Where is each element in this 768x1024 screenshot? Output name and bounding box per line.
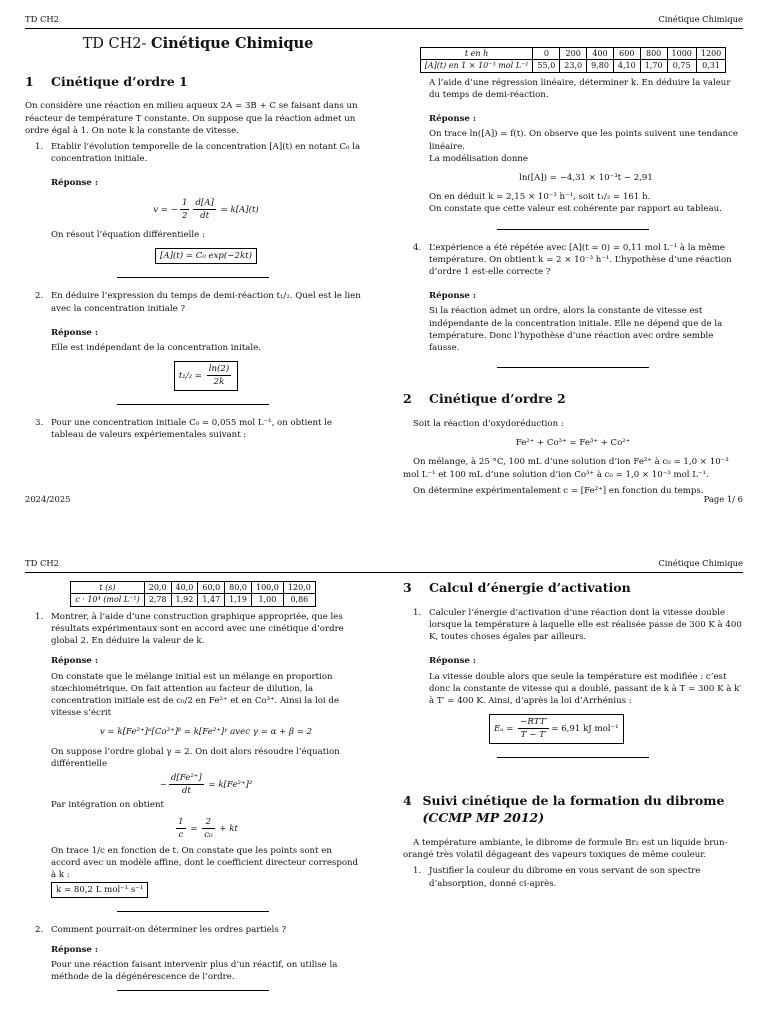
data-table [70,581,316,607]
answer-block: Réponse : v = − $\frac{1}{2}$ $\frac{d[A]}{dt}$ = k[A](t) On résout l’équation différentielle : [A](t) = C₀ exp(−2kt) [25,177,361,264]
separator-rule [117,911,269,912]
answer-block: Réponse : Si la réaction admet un ordre, alors la constante de vitesse est indépendante de la concentration initiale. Elle ne dépend que de la température. Donc l’hypothèse d’une réaction avec ordre semble fausse. [429,291,723,353]
question: 4. L’expérience a été répétée avec [A](t = 0) = 0,11 mol L⁻¹ à la même température. On obtient k = 2 × 10⁻³ h⁻¹. L’hypothèse d’une réaction d’ordre 1 est-elle correcte ? [413,242,732,277]
equation: v = − $\frac{1}{2}$ $\frac{d[A]}{dt}$ = k[A](t) [153,197,259,221]
separator-rule [117,404,269,405]
question: 3. Pour une concentration initiale C₀ = 0,055 mol L⁻¹, on obtient le tableau de valeurs expériementales suivant : [35,417,333,440]
question: 2. En déduire l’expression du temps de demi-réaction t₁/₂. Quel est le lien avec la concentration initiale ? [35,291,361,314]
document-title: TD CH2- Cinétique Chimique [82,35,314,52]
data-table [420,47,727,73]
equation: v = k[Fe²⁺]ᵅ[Co³⁺]ᵝ = k[Fe²⁺]ᵞ avec γ = α + β = 2 [99,727,313,738]
boxed-result: t₁/₂ = $\frac{\ln(2)}{2k}$ [174,361,238,390]
document-page-1 [0,0,768,504]
page-header [25,14,743,29]
question: 1. Calculer l’énergie d’activation d’une réaction dont la vitesse double lorsque la température à laquelle elle est réalisée passe de 300 K à 400 K, toutes choses égales par ailleurs. [413,607,742,643]
table-row: c · 10⁴ (mol L⁻¹) 2,78 1,92 1,47 1,19 1,00 0,86 [71,594,316,606]
equation: ln([A]) = −4,31 × 10⁻³t − 2,91 [519,172,653,183]
table-row: t (s) 20,0 40,0 60,0 80,0 100,0 120,0 [71,582,316,594]
boxed-result: k = 80,2 L mol⁻¹ s⁻¹ [51,882,148,898]
section-heading: 2 Cinétique d’ordre 2 [403,391,566,407]
question: 2. Comment pourrait-on déterminer les ordres partiels ? [35,924,287,935]
section-heading: 1 Cinétique d’ordre 1 [25,73,188,89]
table-row: [A](t) en 1 × 10⁻³ mol L⁻¹ 55,0 23,0 9,80 4,10 1,70 0,75 0,31 [420,60,726,72]
header-right: Cinétique Chimique [658,558,743,568]
page-header [25,558,743,573]
question: 1. Etablir l’évolution temporelle de la concentration [A](t) en notant C₀ la concentration initiale. [35,141,361,165]
section-heading: 3 Calcul d’énergie d’activation [403,580,631,595]
answer-block: Réponse : La vitesse double alors que seule la température est modifiée : c’est donc la constante de vitesse qui a doublé, passant de k à T = 300 K à k′ à T′ = 400 K. Ainsi, d’après la loi d’Arrhénius : Eₐ = $\frac{\text{−RTT′}}{T - T'}$ = 6,91 kJ mol⁻¹ [403,655,743,743]
answer-label: Réponse : [51,178,99,189]
left-column [25,581,361,1003]
header-left: TD CH2 [25,558,60,568]
header-left: TD CH2 [25,14,60,24]
page-footer [25,494,743,506]
equation: − $\frac{\text{d[Fe²⁺]}}{dt}$ = k[Fe²⁺]² [159,772,253,797]
boxed-result: Eₐ = $\frac{\text{−RTT′}}{T - T'}$ = 6,91 kJ mol⁻¹ [489,714,624,743]
separator-rule [497,229,649,230]
intro-paragraph: On considère une réaction en milieu aqueux 2A = 3B + C se faisant dans un réacteur de température T constante. On suppose que la réaction admet un ordre égal à 1. On note k la constante de vitesse. [25,101,358,136]
section-heading: 4 Suivi cinétique de la formation du dibrome (CCMP MP 2012) [403,792,725,826]
separator-rule [497,367,649,368]
footer-year: 2024/2025 [25,494,71,504]
answer-block: Réponse : On constate que le mélange initial est un mélange en proportion stœchiométrique. On fait attention au facteur de dilution, la concentration initiale est de c₀/2 en Fe²⁺ et en Co³⁺. Ainsi la loi de vitesse s’écrit v = k[Fe²⁺]ᵅ[Co³⁺]ᵝ = k[Fe²⁺]ᵞ avec γ = α + β = 2 On suppose l’ordre global γ = 2. On doit alors résoudre l’équation différentielle − $\frac{\text{d[Fe²⁺]}}{dt}$ = k[Fe²⁺]² Par intégration on obtient $\frac{1}{c}$ = $\frac{2}{\text{c₀}}$ + kt On trace 1/c en fonction de t. On constate que les points sont en accord avec un modèle affine, dont le coefficient directeur correspond à k : k = 80,2 L mol⁻¹ s⁻¹ [25,655,361,897]
equation: $\frac{1}{c}$ = $\frac{2}{\text{c₀}}$ + kt [178,816,238,840]
separator-rule [117,990,269,991]
answer-block: Réponse : Pour une réaction faisant intervenir plus d’un réactif, on utilise la méthode de la dégénérescence de l’ordre. [51,944,338,983]
question: 1. Montrer, à l’aide d’une construction graphique appropriée, que les résultats expérimentaux sont en accord avec une cinétique d’ordre global 2. En déduire la valeur de k. [35,611,344,647]
question: 1. Justifier la couleur du dibrome en vous servant de son spectre d’absorption, donné ci-après. [413,866,701,889]
right-column: 3 Calcul d’énergie d’activation 1. Calculer l’énergie d’activation d’une réaction dont la vitesse double lorsque la température à laquelle elle est réalisée passe de 300 K à 400 K, toutes choses égales par ailleurs. Réponse : La vitesse double alors que seule la température est modifiée : c’est donc la constante de vitesse qui a doublé, passant de k à T = 300 K à k′ à T′ = 400 K. Ainsi, d’après la loi d’Arrhénius : Eₐ = $\frac{\text{−RTT′}}{T - T'}$ = 6,91 kJ mol⁻¹ 4 Suivi cinétique de la formation du dibrome (CCMP MP 2012) A température ambiante, le dibrome de formule Br₂ est un liquide brun-orangé très volatil dégageant des vapeurs toxiques de même couleur. 1. Justifier la couleur du dibrome en vous servant de son spectre d’absorption, donné ci-après. [403,580,742,889]
right-column: t en h 0 200 400 600 800 1000 1200 [A](t) en 1 × 10⁻³ mol L⁻¹ 55,0 23,0 9,80 4,10 1,70 0,75 0,31 A l’aide d’une régression linéaire, déterminer k. En déduire la valeur du temps de demi-réaction. Réponse : On trace ln([A]) = f(t). On observe que les points suivent une tendance linéaire. La modélisation donne ln([A]) = −4,31 × 10⁻³t − 2,91 On en déduit k = 2,15 × 10⁻³ h⁻¹, soit t₁/₂ = 161 h. On constate que cette valeur est cohérente par rapport au tableau. 4. L’expérience a été répétée avec [A](t = 0) = 0,11 mol L⁻¹ à la même température. On obtient k = 2 × 10⁻³ h⁻¹. L’hypothèse d’une réaction d’ordre 1 est-elle correcte ? Réponse : Si la réaction admet un ordre, alors la constante de vitesse est indépendante de la concentration initiale. Elle ne dépend que de la température. Donc l’hypothèse d’une réaction avec ordre semble fausse. 2 Cinétique d’ordre 2 Soit la réaction d’oxydoréduction : Fe²⁺ + Co³⁺ = Fe³⁺ + Co²⁺ On mélange, à 25 °C, 100 mL d’une solution d’ion Fe²⁺ à c₀ = 1,0 × 10⁻³ mol L⁻¹ et 100 mL d’une solution d’ion Co³⁺ à c₀ = 1,0 × 10⁻³ mol L⁻¹. On détermine expérimentalement c = [Fe²⁺] en fonction du temps. [403,47,743,501]
boxed-result: [A](t) = C₀ exp(−2kt) [155,248,257,264]
table-row: t en h 0 200 400 600 800 1000 1200 [420,48,726,60]
left-column [25,34,361,445]
header-right: Cinétique Chimique [658,14,743,24]
answer-block: Réponse : Elle est indépendant de la concentration initale. t₁/₂ = $\frac{\ln(2)}{2k}$ [25,327,361,391]
equation: Fe²⁺ + Co³⁺ = Fe³⁺ + Co²⁺ [515,438,631,449]
page-number: Page 1/ 6 [703,494,743,504]
separator-rule [117,277,269,278]
document-page-2 [0,544,768,1024]
separator-rule [497,757,649,758]
